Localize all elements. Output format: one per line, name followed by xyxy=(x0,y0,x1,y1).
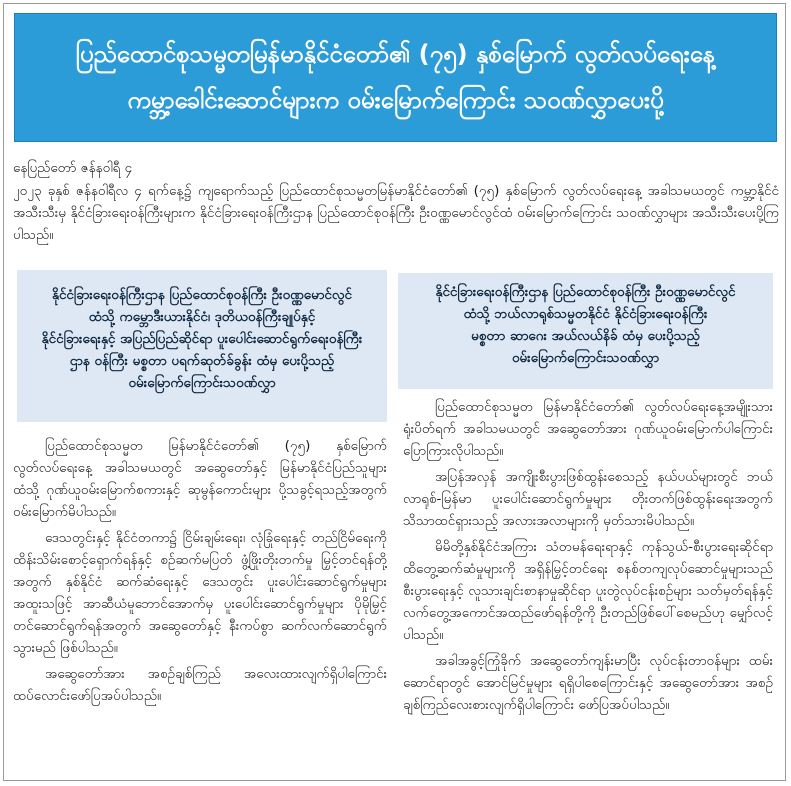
subhead-line: မစ္စတာ ဆာဂေး အယ်လယ်နိခ် ထံမှ ပေးပို့သည့် xyxy=(471,328,700,344)
subhead-line: နိုင်ငံခြားရေးဝန်ကြီးဌာန ပြည်ထောင်စုဝန်ကြီး ဦးဝဏ္ဏမောင်လွင် xyxy=(51,287,353,303)
headline-line-1: ပြည်ထောင်စုသမ္မတမြန်မာနိုင်ငံတော်၏ (၇၅) နှစ်မြောက် လွတ်လပ်ရေးနေ့ xyxy=(75,40,716,68)
body-paragraph: ပြည်ထောင်စုသမ္မတ မြန်မာနိုင်ငံတော်၏ လွတ်လပ်ရေးနေ့အမျိုးသားရုံးပိတ်ရက် အခါသမယတွင် အဆွေတော်အား ဂုဏ်ယူဝမ်းမြောက်ပါကြောင်း ပြောကြားလိုပါသည်။ xyxy=(403,399,773,459)
body-paragraph: ဒေသတွင်းနှင့် နိုင်ငံတကာ၌ ငြိမ်းချမ်းရေး၊ လုံခြုံရေးနှင့် တည်ငြိမ်ရေးကို ထိန်းသိမ်းစောင့်ရှောက်ရန်နှင့် စဉ်ဆက်မပြတ် ဖွံ့ဖြိုးတိုးတက်မှု မြှင့်တင်ရန်တို့အတွက် နှစ်နိုင်ငံ ဆက်ဆံရေးနှင့် ဒေသတွင်း ပူးပေါင်းဆောင်ရွက်မှုများ အထူးသဖြင့် အာဆီယံမူဘောင်အောက်မှ ပူးပေါင်းဆောင်ရွက်မှုများ ပိုမိုမြှင့်တင်ဆောင်ရွက်ရန်အတွက် အဆွေတော်နှင့် နီးကပ်စွာ ဆက်လက်ဆောင်ရွက်သွားမည် ဖြစ်ပါသည်။ xyxy=(13,530,387,656)
body-paragraph: မိမိတို့နှစ်နိုင်ငံအကြား သံတမန်ရေးရာနှင့် ကုန်သွယ်-စီးပွားရေးဆိုင်ရာ ထိတွေ့ဆက်ဆံမှုများကို အရှိန်မြှင့်တင်ရေး စနစ်တကျလုပ်ဆောင်မှုများသည် စီးပွားရေးနှင့် လူသားချင်းစာနာမှုဆိုင်ရာ ပူးတွဲလုပ်ငန်းစဉ်များ သတ်မှတ်ရန်နှင့် လက်တွေ့အကောင်အထည်ဖော်ရန်တို့ကို ဦးတည်ဖြစ်ပေါ်စေမည်ဟု မျှော်လင့်ပါသည်။ xyxy=(403,539,773,643)
left-column-body xyxy=(13,435,387,711)
subhead-line: နိုင်ငံခြားရေးဝန်ကြီးဌာန ပြည်ထောင်စုဝန်ကြီး ဦးဝဏ္ဏမောင်လွင် xyxy=(435,284,736,300)
subhead-box-cambodia xyxy=(17,270,387,422)
body-paragraph: အဆွေတော်အား အစဉ်ချစ်ကြည် အလေးထားလျက်ရှိပါကြောင်း ထပ်လောင်းဖော်ပြအပ်ပါသည်။ xyxy=(13,666,387,704)
subhead-box-belarus xyxy=(398,273,773,389)
subhead-line: ဝမ်းမြောက်ကြောင်းသဝဏ်လွှာ xyxy=(128,375,276,391)
body-paragraph: ပြည်ထောင်စုသမ္မတ မြန်မာနိုင်ငံတော်၏ (၇၅) နှစ်မြောက် လွတ်လပ်ရေးနေ့ အခါသမယတွင် အဆွေတော်နှင့် မြန်မာနိုင်ငံပြည်သူများထံသို့ ဂုဏ်ယူဝမ်းမြောက်စကားနှင့် ဆုမွန်ကောင်းများ ပို့သခွင့်ရသည့်အတွက် ဝမ်းမြောက်မိပါသည်။ xyxy=(13,438,387,520)
subhead-line: ထံသို့ ဘယ်လာရုစ်သမ္မတနိုင်ငံ နိုင်ငံခြားရေးဝန်ကြီး xyxy=(463,306,708,322)
subhead-line: ထံသို့ ကမ္ဘောဒီးယားနိုင်ငံ၊ ဒုတိယဝန်ကြီးချုပ်နှင့် xyxy=(88,309,316,325)
body-paragraph: အပြန်အလှန် အကျိုးစီးပွားဖြစ်ထွန်းစေသည့် နယ်ပယ်များတွင် ဘယ်လာရုစ်-မြန်မာ ပူးပေါင်းဆောင်ရွက်မှုများ တိုးတက်ဖြစ်ထွန်းရေးအတွက် သိသာထင်ရှားသည့် အလားအလာများကို မှတ်သားမိပါသည်။ xyxy=(403,469,773,529)
body-paragraph: အခါအခွင့်ကြုံခိုက် အဆွေတော်ကျန်းမာပြီး လုပ်ငန်းတာဝန်များ ထမ်းဆောင်ရာတွင် အောင်မြင်မှုများ ရရှိပါစေကြောင်းနှင့် အဆွေတော်အား အစဉ်ချစ်ကြည်လေးစားလျက်ရှိပါကြောင်း ဖော်ပြအပ်ပါသည်။ xyxy=(403,653,773,713)
right-column-body xyxy=(403,396,773,720)
headline-line-2: ကမ္ဘာ့ခေါင်းဆောင်များက ဝမ်းမြောက်ကြောင်း သဝဏ်လွှာပေးပို့ xyxy=(127,86,664,114)
subhead-line: ဌာန ဝန်ကြီး မစ္စတာ ပရက်ဆုတ်ခ်ခွန်း ထံမှ ပေးပို့သည့် xyxy=(69,353,335,369)
lead-paragraph: ၂၀၂၃ ခုနှစ် ဇန်နဝါရီလ ၄ ရက်နေ့၌ ကျရောက်သည့် ပြည်ထောင်စုသမ္မတမြန်မာနိုင်ငံတော်၏ (၇၅) နှစ်မြောက် လွတ်လပ်ရေးနေ့ အခါသမယတွင် ကမ္ဘာ့နိုင်ငံအသီးသီးမှ နိုင်ငံခြားရေးဝန်ကြီးများက နိုင်ငံခြားရေးဝန်ကြီးဌာန ပြည်ထောင်စုဝန်ကြီး ဦးဝဏ္ဏမောင်လွင်ထံ ဝမ်းမြောက်ကြောင်း သဝဏ်လွှာများ အသီးသီးပေးပို့ကြပါသည်။ xyxy=(13,183,779,243)
subhead-line: နိုင်ငံခြားရေးနှင့် အပြည်ပြည်ဆိုင်ရာ ပူးပေါင်းဆောင်ရွက်ရေးဝန်ကြီး xyxy=(41,331,363,347)
dateline: နေပြည်တော် ဇန်နဝါရီ ၄ xyxy=(13,160,133,176)
headline-banner xyxy=(14,13,777,142)
subhead-line: ဝမ်းမြောက်ကြောင်းသဝဏ်လွှာ xyxy=(511,350,660,366)
